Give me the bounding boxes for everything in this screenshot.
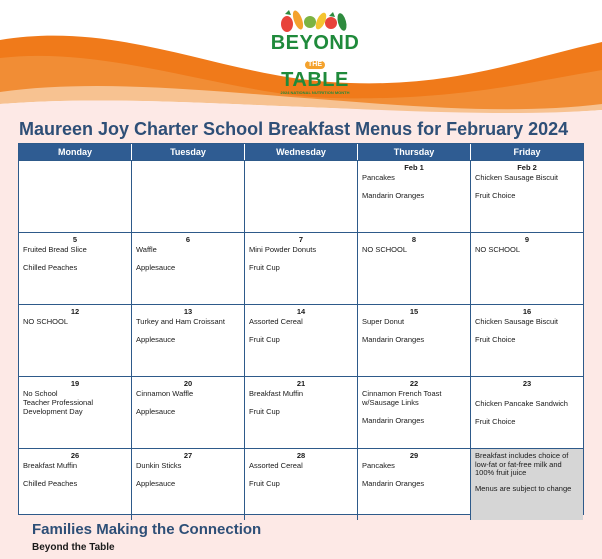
logo-word-the: THE: [305, 61, 325, 69]
cell-item: Assorted Cereal: [249, 461, 303, 470]
calendar-cell: [471, 161, 583, 232]
cell-date: Feb 1: [404, 163, 424, 172]
page-title: Maureen Joy Charter School Breakfast Menus for February 2024: [19, 119, 569, 139]
footer-heading: Families Making the Connection: [32, 521, 262, 538]
cell-item: Cinnamon Waffle: [136, 389, 194, 398]
cell-item: Chicken Pancake Sandwich: [475, 399, 568, 408]
calendar-week-4: [19, 376, 583, 448]
cell-item: Chilled Peaches: [23, 263, 78, 272]
cell-item: Cinnamon French Toast w/Sausage Links: [362, 389, 442, 407]
calendar-cell: [245, 233, 358, 304]
calendar-cell: [358, 161, 471, 232]
cell-item: Fruit Choice: [475, 191, 516, 200]
calendar-cell: [245, 161, 358, 232]
calendar-cell: [19, 377, 132, 448]
calendar-cell: [245, 449, 358, 520]
calendar-cell: [358, 377, 471, 448]
day-header-friday: Friday: [513, 147, 541, 157]
calendar-cell: [132, 161, 245, 232]
cell-date: 29: [409, 451, 419, 460]
cell-item: Mini Powder Donuts: [249, 245, 317, 254]
cell-date: [136, 163, 240, 172]
milk-juice-note: Breakfast includes choice of low-fat or fat-free milk and 100% fruit juice: [475, 451, 569, 477]
calendar-cell: [358, 233, 471, 304]
cell-date: 12: [70, 307, 80, 316]
cell-item: Mandarin Oranges: [362, 191, 425, 200]
cell-item: Fruit Choice: [475, 417, 516, 426]
calendar-cell: [471, 377, 583, 448]
vegetables-icon: [265, 6, 365, 34]
cell-date: 21: [296, 379, 306, 388]
cell-item: Mandarin Oranges: [362, 416, 425, 425]
day-header-tuesday: Tuesday: [132, 144, 245, 160]
calendar-cell: [245, 377, 358, 448]
cell-date: 19: [70, 379, 80, 388]
day-header-thursday: Thursday: [358, 144, 471, 160]
cell-item: Mandarin Oranges: [362, 335, 425, 344]
cell-item: No School Teacher Professional Development Day: [23, 389, 94, 416]
cell-item: Fruit Cup: [249, 335, 280, 344]
cell-date: 20: [183, 379, 193, 388]
menu-note-cell: [471, 449, 583, 520]
calendar-cell: [132, 449, 245, 520]
calendar-cell: [471, 233, 583, 304]
cell-date: 14: [296, 307, 306, 316]
menu-calendar: [18, 143, 584, 515]
cell-item: Chicken Sausage Biscuit: [475, 317, 558, 326]
calendar-cell: [471, 305, 583, 376]
beyond-the-table-logo: [265, 6, 365, 100]
cell-date: 5: [72, 235, 78, 244]
cell-date: 23: [522, 379, 532, 388]
cell-date: 27: [183, 451, 193, 460]
cell-item: Fruit Choice: [475, 335, 516, 344]
cell-date: 13: [183, 307, 193, 316]
cell-date: Feb 2: [517, 163, 537, 172]
cell-item: Assorted Cereal: [249, 317, 303, 326]
calendar-cell: [19, 305, 132, 376]
logo-word-beyond: BEYOND: [270, 32, 360, 54]
cell-item: Dunkin Sticks: [136, 461, 182, 470]
cell-date: 9: [524, 235, 530, 244]
day-header-wednesday: Wednesday: [245, 144, 358, 160]
cell-item: Super Donut: [362, 317, 405, 326]
day-header-monday: Monday: [19, 144, 132, 160]
cell-date: 26: [70, 451, 80, 460]
logo-word-table: TABLE: [281, 69, 349, 91]
calendar-cell: [132, 377, 245, 448]
calendar-cell: [19, 449, 132, 520]
cell-item: Waffle: [136, 245, 157, 254]
cell-item: NO SCHOOL: [475, 245, 521, 254]
cell-item: Applesauce: [136, 263, 176, 272]
cell-date: 16: [522, 307, 532, 316]
cell-item: Chilled Peaches: [23, 479, 78, 488]
calendar-week-1: [19, 160, 583, 232]
calendar-cell: [358, 449, 471, 520]
cell-date: 28: [296, 451, 306, 460]
menu-change-note: Menus are subject to change: [475, 483, 572, 493]
cell-item: Pancakes: [362, 173, 395, 182]
cell-item: Pancakes: [362, 461, 395, 470]
calendar-week-2: [19, 232, 583, 304]
cell-item: Fruit Cup: [249, 263, 280, 272]
logo-tagline: 2024 NATIONAL NUTRITION MONTH: [280, 90, 350, 95]
calendar-cell: [19, 233, 132, 304]
cell-date: 6: [185, 235, 191, 244]
cell-date: 7: [298, 235, 304, 244]
calendar-cell: [132, 305, 245, 376]
cell-date: [23, 163, 127, 172]
cell-item: Breakfast Muffin: [23, 461, 78, 470]
cell-item: Applesauce: [136, 479, 176, 488]
cell-date: 8: [411, 235, 417, 244]
calendar-cell: [132, 233, 245, 304]
cell-item: Mandarin Oranges: [362, 479, 425, 488]
cell-item: NO SCHOOL: [23, 317, 69, 326]
cell-item: Applesauce: [136, 407, 176, 416]
cell-date: [249, 163, 353, 172]
cell-item: Breakfast Muffin: [249, 389, 304, 398]
cell-item: Fruit Cup: [249, 479, 280, 488]
calendar-cell: [245, 305, 358, 376]
cell-item: Turkey and Ham Croissant: [136, 317, 225, 326]
cell-date: 22: [409, 379, 419, 388]
footer-subheading: Beyond the Table: [32, 542, 115, 553]
cell-date: 15: [409, 307, 419, 316]
calendar-cell: [19, 161, 132, 232]
cell-item: Fruit Cup: [249, 407, 280, 416]
calendar-week-5: [19, 448, 583, 520]
calendar-week-3: [19, 304, 583, 376]
calendar-cell: [358, 305, 471, 376]
cell-item: Applesauce: [136, 335, 176, 344]
calendar-header-row: [19, 144, 583, 160]
cell-item: NO SCHOOL: [362, 245, 408, 254]
cell-item: Chicken Sausage Biscuit: [475, 173, 558, 182]
cell-item: Fruited Bread Slice: [23, 245, 87, 254]
